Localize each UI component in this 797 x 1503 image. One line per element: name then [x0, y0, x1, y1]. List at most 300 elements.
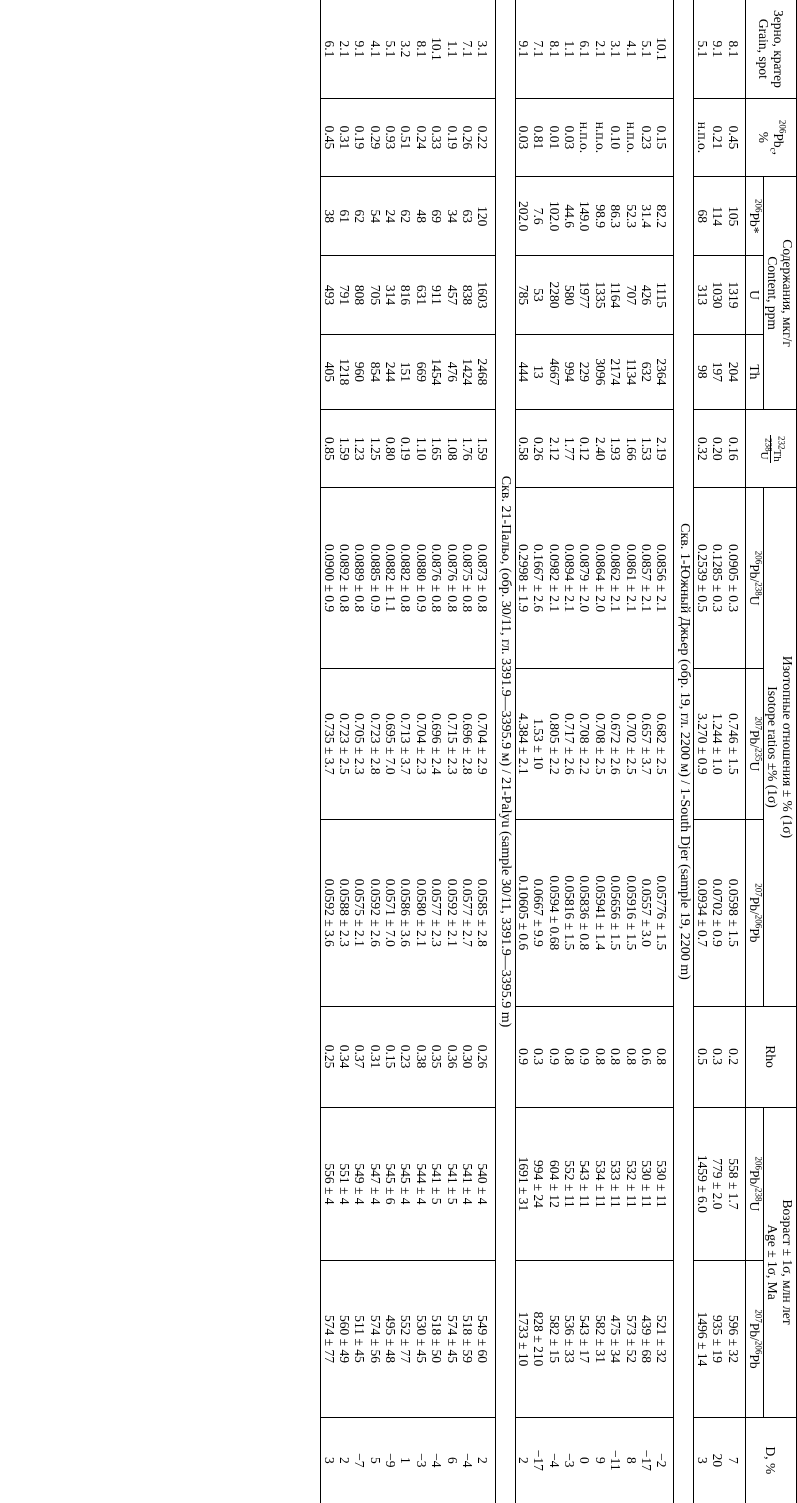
cell-rho: 0.8: [623, 1006, 638, 1107]
cell-pb206-ppm: 52.3: [623, 177, 638, 256]
cell-ratio-207-235: 0.696 ± 2.8: [460, 668, 475, 819]
r3-sup-b: 206: [753, 914, 764, 929]
cell-discordance: 2: [475, 1417, 495, 1503]
cell-pb206-ppm: 7.6: [531, 177, 546, 256]
cell-pbc-percent: 0.33: [429, 98, 444, 176]
cell-u-ppm: 791: [337, 256, 352, 334]
cell-th-ppm: 994: [562, 334, 577, 410]
th-u-fraction: [758, 435, 788, 463]
cell-age-206-238: 545 ± 6: [383, 1107, 398, 1261]
cell-pbc-percent: 0.21: [710, 98, 725, 176]
cell-ratio-207-206: 0.10605 ± 0.6: [515, 820, 531, 1007]
table-row: [710, 0, 725, 1503]
cell-th-u-ratio: 0.32: [694, 410, 710, 488]
cell-rho: 0.38: [414, 1006, 429, 1107]
header-ratio-207-206: [745, 820, 763, 1007]
cell-ratio-206-238: 0.0875 ± 0.8: [460, 488, 475, 668]
cell-age-207-206: 552 ± 77: [398, 1261, 413, 1417]
cell-rho: 0.8: [608, 1006, 623, 1107]
cell-discordance: 20: [710, 1417, 725, 1503]
cell-age-207-206: 475 ± 34: [608, 1261, 623, 1417]
cell-rho: 0.35: [429, 1006, 444, 1107]
cell-age-206-238: 541 ± 4: [460, 1107, 475, 1261]
cell-discordance: 3: [694, 1417, 710, 1503]
cell-age-206-238: 552 ± 11: [562, 1107, 577, 1261]
cell-th-u-ratio: 1.76: [460, 410, 475, 488]
thu-den: U: [758, 451, 771, 460]
cell-ratio-207-235: 0.696 ± 2.4: [429, 668, 444, 819]
cell-grain-spot: 1.1: [444, 40, 460, 58]
pbc-sub: c: [768, 147, 779, 152]
cell-ratio-207-206: 0.0592 ± 2.6: [367, 820, 382, 1007]
a2-sup-b: 206: [753, 1340, 764, 1355]
cell-rho: 0.26: [475, 1006, 495, 1107]
section-header-row: [495, 0, 515, 1503]
cell-age-206-238: 534 ± 11: [593, 1107, 608, 1261]
cell-rho: 0.3: [710, 1006, 725, 1107]
cell-ratio-207-235: 0.702 ± 2.5: [623, 668, 638, 819]
cell-th-u-ratio: 0.58: [515, 410, 531, 488]
cell-pbc-percent: 0.15: [654, 98, 674, 176]
cell-ratio-207-206: 0.0588 ± 2.3: [337, 820, 352, 1007]
cell-age-207-206: 560 ± 49: [337, 1261, 352, 1417]
cell-age-206-238: 545 ± 4: [398, 1107, 413, 1261]
table-row: [460, 0, 475, 1503]
cell-pbc-percent: 0.51: [398, 98, 413, 176]
cell-age-207-206: 518 ± 59: [460, 1261, 475, 1417]
header-rho: Rho: [745, 1006, 796, 1107]
cell-age-207-206: 1733 ± 10: [515, 1261, 531, 1417]
cell-u-ppm: 1335: [593, 256, 608, 334]
cell-age-206-238: 994 ± 24: [531, 1107, 546, 1261]
cell-pb206-ppm: 202.0: [515, 177, 531, 256]
cell-th-ppm: 444: [515, 334, 531, 410]
cell-th-ppm: 1134: [623, 334, 638, 410]
r2-b: U: [746, 761, 762, 772]
content-header-ru: Содержания, мкг/г: [780, 239, 795, 347]
cell-discordance: −3: [414, 1417, 429, 1503]
header-u: U: [745, 256, 763, 334]
cell-pb206-ppm: 61: [337, 177, 352, 256]
cell-rho: 0.3: [531, 1006, 546, 1107]
cell-ratio-207-206: 0.05941 ± 1.4: [593, 820, 608, 1007]
table-body: [321, 0, 745, 1503]
table-row: [608, 0, 623, 1503]
cell-th-u-ratio: 1.08: [444, 410, 459, 488]
header-age-207-206: [745, 1261, 763, 1417]
cell-rho: 0.15: [383, 1006, 398, 1107]
header-pb206: [745, 177, 763, 256]
cell-grain-spot: 3.1: [608, 40, 624, 58]
cell-grain-spot: 8.1: [413, 40, 429, 58]
cell-th-u-ratio: 0.20: [710, 410, 725, 488]
cell-th-ppm: 669: [414, 334, 429, 410]
cell-ratio-206-238: 0.0880 ± 0.9: [414, 488, 429, 668]
table-row: [337, 0, 352, 1503]
cell-pb206-ppm: 54: [367, 177, 382, 256]
pbc-sup: 206: [777, 119, 788, 134]
cell-age-207-206: 582 ± 31: [593, 1261, 608, 1417]
header-grain: [745, 0, 796, 98]
cell-ratio-207-235: 0.708 ± 2.5: [593, 668, 608, 819]
cell-th-ppm: 13: [531, 334, 546, 410]
cell-th-ppm: 2174: [608, 334, 623, 410]
cell-age-206-238: 547 ± 4: [367, 1107, 382, 1261]
cell-rho: 0.8: [654, 1006, 674, 1107]
cell-ratio-207-235: 0.735 ± 3.7: [321, 668, 337, 819]
cell-pbc-percent: 0.19: [444, 98, 459, 176]
cell-u-ppm: 1977: [577, 256, 592, 334]
cell-pbc-percent: 0.93: [383, 98, 398, 176]
pb206-main: Pb*: [746, 212, 762, 234]
table-row: [398, 0, 413, 1503]
cell-u-ppm: 707: [623, 256, 638, 334]
cell-rho: 0.9: [546, 1006, 561, 1107]
cell-th-ppm: 960: [352, 334, 367, 410]
cell-u-ppm: 314: [383, 256, 398, 334]
cell-age-206-238: 1691 ± 31: [515, 1107, 531, 1261]
cell-age-207-206: 495 ± 48: [383, 1261, 398, 1417]
cell-pbc-percent: 0.31: [337, 98, 352, 176]
cell-u-ppm: 1030: [710, 256, 725, 334]
cell-rho: 0.9: [577, 1006, 592, 1107]
cell-grain-spot: 6.1: [321, 0, 337, 98]
cell-ratio-207-206: 0.0598 ± 1.5: [725, 820, 745, 1007]
cell-pb206-ppm: 105: [725, 177, 745, 256]
cell-ratio-207-235: 0.746 ± 1.5: [725, 668, 745, 819]
cell-age-207-206: 828 ± 210: [531, 1261, 546, 1417]
cell-pbc-percent: 0.26: [460, 98, 475, 176]
cell-pb206-ppm: 31.4: [639, 177, 654, 256]
cell-grain-spot: 9.1: [352, 40, 368, 58]
cell-ratio-206-238: 0.0856 ± 2.1: [654, 488, 674, 668]
cell-th-ppm: 854: [367, 334, 382, 410]
cell-ratio-207-235: 0.672 ± 2.6: [608, 668, 623, 819]
cell-pb206-ppm: 82.2: [654, 177, 674, 256]
cell-ratio-207-235: 0.695 ± 7.0: [383, 668, 398, 819]
cell-rho: 0.25: [321, 1006, 337, 1107]
cell-age-207-206: 518 ± 50: [429, 1261, 444, 1417]
cell-ratio-207-206: 0.05916 ± 1.5: [623, 820, 638, 1007]
cell-age-207-206: 574 ± 77: [321, 1261, 337, 1417]
cell-th-u-ratio: 1.59: [475, 410, 495, 488]
cell-ratio-206-238: 0.0900 ± 0.9: [321, 488, 337, 668]
cell-discordance: 0: [577, 1417, 592, 1503]
cell-th-ppm: 244: [383, 334, 398, 410]
cell-u-ppm: 53: [531, 256, 546, 334]
section-label: Скв. 21-Пальо, (обр. 30/11, гл. 3391.9—3395.9 м) / 21-Palyu (sample 30/11, 3391.9—3395.9 m): [495, 0, 515, 1503]
zircon-data-table: [320, 0, 797, 1503]
r1-b: U: [746, 595, 762, 606]
pbc-unit: %: [755, 131, 771, 144]
cell-pb206-ppm: 68: [694, 177, 710, 256]
cell-ratio-207-235: 1.53 ± 10: [531, 668, 546, 819]
cell-ratio-207-235: 0.705 ± 2.3: [352, 668, 367, 819]
table-row: [623, 0, 638, 1503]
cell-th-u-ratio: 0.16: [725, 410, 745, 488]
cell-age-206-238: 556 ± 4: [321, 1107, 337, 1261]
cell-pb206-ppm: 48: [414, 177, 429, 256]
cell-pbc-percent: 0.81: [531, 98, 546, 176]
cell-pb206-ppm: 86.3: [608, 177, 623, 256]
cell-th-ppm: 197: [710, 334, 725, 410]
cell-ratio-206-238: 0.0857 ± 2.1: [639, 488, 654, 668]
cell-age-207-206: 543 ± 17: [577, 1261, 592, 1417]
cell-pb206-ppm: 34: [444, 177, 459, 256]
cell-ratio-206-238: 0.0861 ± 2.1: [623, 488, 638, 668]
table-row: [639, 0, 654, 1503]
cell-ratio-207-206: 0.05836 ± 0.8: [577, 820, 592, 1007]
table-row: [531, 0, 546, 1503]
cell-pbc-percent: 0.23: [639, 98, 654, 176]
cell-ratio-207-206: 0.0577 ± 2.7: [460, 820, 475, 1007]
cell-th-u-ratio: 0.12: [577, 410, 592, 488]
cell-age-206-238: 558 ± 1.7: [725, 1107, 745, 1261]
cell-th-ppm: 98: [694, 334, 710, 410]
cell-rho: 0.30: [460, 1006, 475, 1107]
cell-age-206-238: 530 ± 11: [654, 1107, 674, 1261]
pb206-sup: 206: [753, 198, 764, 213]
cell-u-ppm: 457: [444, 256, 459, 334]
cell-ratio-206-238: 0.1667 ± 2.6: [531, 488, 546, 668]
isotope-header-en: Isotope ratios ±% (1σ): [764, 686, 780, 808]
r2-a: Pb/: [746, 729, 762, 748]
cell-th-u-ratio: 1.93: [608, 410, 623, 488]
cell-ratio-207-235: 0.715 ± 2.3: [444, 668, 459, 819]
cell-th-ppm: 204: [725, 334, 745, 410]
cell-u-ppm: 705: [367, 256, 382, 334]
header-ratio-206-238: [745, 488, 763, 668]
cell-pb206-ppm: 63: [460, 177, 475, 256]
cell-rho: 0.8: [562, 1006, 577, 1107]
cell-rho: 0.2: [725, 1006, 745, 1107]
cell-th-u-ratio: 2.40: [593, 410, 608, 488]
cell-grain-spot: 10.1: [654, 37, 670, 61]
cell-th-u-ratio: 1.66: [623, 410, 638, 488]
isotope-header-ru: Изотопные отношения ± % (1σ): [780, 655, 795, 839]
cell-age-206-238: 549 ± 4: [352, 1107, 367, 1261]
cell-rho: 0.5: [694, 1006, 710, 1107]
table-row: [352, 0, 367, 1503]
cell-ratio-206-238: 0.0894 ± 2.1: [562, 488, 577, 668]
cell-pbc-percent: 0.22: [475, 98, 495, 176]
table-row: [383, 0, 398, 1503]
cell-pbc-percent: 0.19: [352, 98, 367, 176]
cell-rho: 0.37: [352, 1006, 367, 1107]
cell-th-u-ratio: 1.53: [639, 410, 654, 488]
cell-ratio-206-238: 0.0876 ± 0.8: [429, 488, 444, 668]
cell-discordance: −4: [429, 1417, 444, 1503]
cell-pbc-percent: 0.03: [562, 98, 577, 176]
cell-age-206-238: 533 ± 11: [608, 1107, 623, 1261]
cell-u-ppm: 631: [414, 256, 429, 334]
cell-discordance: 1: [398, 1417, 413, 1503]
age-header-en: Age ± 1σ, Ma: [764, 1224, 780, 1300]
cell-ratio-207-235: 0.657 ± 3.7: [639, 668, 654, 819]
cell-grain-spot: 5.1: [694, 40, 710, 58]
cell-ratio-207-206: 0.0577 ± 2.3: [429, 820, 444, 1007]
cell-ratio-207-235: 4.384 ± 2.1: [515, 668, 531, 819]
cell-th-ppm: 1454: [429, 334, 444, 410]
cell-pb206-ppm: 120: [475, 177, 495, 256]
cell-ratio-206-238: 0.0982 ± 2.1: [546, 488, 561, 668]
table-row: [577, 0, 592, 1503]
cell-pbc-percent: 0.24: [414, 98, 429, 176]
r3-b: Pb: [746, 928, 762, 943]
cell-grain-spot: 1.1: [562, 40, 578, 58]
a1-sup-b: 238: [753, 1188, 764, 1202]
cell-grain-spot: 8.1: [546, 40, 562, 58]
header-content: [763, 177, 796, 410]
cell-u-ppm: 785: [515, 256, 531, 334]
cell-age-206-238: 532 ± 11: [623, 1107, 638, 1261]
cell-th-ppm: 1424: [460, 334, 475, 410]
cell-pb206-ppm: 62: [352, 177, 367, 256]
cell-pbc-percent: н.п.о.: [593, 98, 608, 176]
cell-age-206-238: 604 ± 12: [546, 1107, 561, 1261]
cell-age-207-206: 573 ± 52: [623, 1261, 638, 1417]
cell-ratio-206-238: 0.0889 ± 0.8: [352, 488, 367, 668]
a1-sup-a: 206: [753, 1156, 764, 1171]
cell-discordance: 8: [623, 1417, 638, 1503]
r3-a: Pb/: [746, 896, 762, 915]
table-row: [725, 0, 745, 1503]
cell-u-ppm: 580: [562, 256, 577, 334]
cell-age-207-206: 439 ± 68: [639, 1261, 654, 1417]
cell-ratio-207-235: 0.805 ± 2.2: [546, 668, 561, 819]
cell-th-ppm: 2364: [654, 334, 674, 410]
cell-ratio-206-238: 0.0905 ± 0.3: [725, 488, 745, 668]
cell-ratio-206-238: 0.0885 ± 0.9: [367, 488, 382, 668]
content-header-en: Content, ppm: [764, 256, 780, 330]
cell-discordance: −4: [460, 1417, 475, 1503]
cell-ratio-207-235: 0.704 ± 2.3: [414, 668, 429, 819]
cell-age-206-238: 779 ± 2.0: [710, 1107, 725, 1261]
header-pbc: $^{206}Pb_c$, %: [745, 98, 796, 176]
cell-th-ppm: 2468: [475, 334, 495, 410]
cell-discordance: 6: [444, 1417, 459, 1503]
cell-discordance: −7: [352, 1417, 367, 1503]
cell-ratio-206-238: 0.0892 ± 0.8: [337, 488, 352, 668]
cell-ratio-206-238: 0.0862 ± 2.1: [608, 488, 623, 668]
cell-u-ppm: 493: [321, 256, 337, 334]
cell-pbc-percent: н.п.о.: [694, 98, 710, 176]
cell-ratio-207-206: 0.0592 ± 3.6: [321, 820, 337, 1007]
r1-sup-a: 206: [753, 550, 764, 565]
table-row: [429, 0, 444, 1503]
r1-a: Pb/: [746, 564, 762, 583]
cell-pb206-ppm: 38: [321, 177, 337, 256]
cell-th-u-ratio: 1.23: [352, 410, 367, 488]
cell-grain-spot: 5.1: [638, 40, 654, 58]
cell-discordance: 2: [515, 1417, 531, 1503]
cell-ratio-206-238: 0.0882 ± 1.1: [383, 488, 398, 668]
cell-th-ppm: 3096: [593, 334, 608, 410]
cell-ratio-207-235: 1.244 ± 1.0: [710, 668, 725, 819]
cell-age-207-206: 574 ± 56: [367, 1261, 382, 1417]
cell-th-ppm: 476: [444, 334, 459, 410]
cell-ratio-206-238: 0.0864 ± 2.0: [593, 488, 608, 668]
section-label: Скв. 1-Южный Джьер (обр. 19, гл. 2200 м) / 1-South Djer (sample 19, 2200 m): [674, 0, 694, 1503]
cell-th-u-ratio: 1.77: [562, 410, 577, 488]
thu-den-sup: 238: [764, 438, 774, 452]
cell-ratio-207-235: 0.713 ± 3.7: [398, 668, 413, 819]
cell-grain-spot: 7.1: [531, 40, 547, 58]
cell-grain-spot: 8.1: [725, 40, 741, 58]
cell-age-207-206: 596 ± 32: [725, 1261, 745, 1417]
a1-b: U: [746, 1201, 762, 1212]
cell-discordance: 7: [725, 1417, 745, 1503]
cell-age-207-206: 549 ± 60: [475, 1261, 495, 1417]
cell-ratio-207-206: 0.0702 ± 0.9: [710, 820, 725, 1007]
cell-age-206-238: 551 ± 4: [337, 1107, 352, 1261]
cell-pb206-ppm: 102.0: [546, 177, 561, 256]
cell-u-ppm: 838: [460, 256, 475, 334]
cell-th-ppm: 151: [398, 334, 413, 410]
cell-rho: 0.23: [398, 1006, 413, 1107]
cell-th-u-ratio: 1.10: [414, 410, 429, 488]
cell-age-207-206: 521 ± 32: [654, 1261, 674, 1417]
cell-pb206-ppm: 24: [383, 177, 398, 256]
cell-age-206-238: 541 ± 5: [444, 1107, 459, 1261]
pbc-main: Pb: [770, 133, 786, 148]
cell-pbc-percent: 0.10: [608, 98, 623, 176]
cell-age-206-238: 543 ± 11: [577, 1107, 592, 1261]
cell-discordance: −17: [639, 1417, 654, 1503]
cell-pbc-percent: 0.45: [725, 98, 745, 176]
cell-discordance: −2: [654, 1417, 674, 1503]
cell-discordance: −17: [531, 1417, 546, 1503]
cell-u-ppm: 816: [398, 256, 413, 334]
cell-ratio-207-235: 0.682 ± 2.5: [654, 668, 674, 819]
cell-pbc-percent: н.п.о.: [623, 98, 638, 176]
thu-num: Th: [771, 449, 784, 462]
r1-sup-b: 238: [753, 582, 764, 596]
cell-ratio-207-206: 0.0585 ± 2.8: [475, 820, 495, 1007]
cell-pbc-percent: 0.01: [546, 98, 561, 176]
cell-grain-spot: 3.1: [475, 40, 491, 58]
cell-pb206-ppm: 44.6: [562, 177, 577, 256]
cell-th-u-ratio: 2.12: [546, 410, 561, 488]
cell-ratio-207-206: 0.0586 ± 3.6: [398, 820, 413, 1007]
cell-ratio-207-206: 0.05776 ± 1.5: [654, 820, 674, 1007]
cell-ratio-207-206: 0.0934 ± 0.7: [694, 820, 710, 1007]
cell-pb206-ppm: 114: [710, 177, 725, 256]
cell-ratio-207-235: 0.704 ± 2.9: [475, 668, 495, 819]
grain-header-en: Grain, spot: [755, 18, 771, 79]
cell-th-ppm: 405: [321, 334, 337, 410]
a2-a: Pb/: [746, 1322, 762, 1341]
cell-grain-spot: 5.1: [383, 40, 399, 58]
cell-grain-spot: 4.1: [623, 40, 639, 58]
cell-pb206-ppm: 69: [429, 177, 444, 256]
r2-sup-a: 207: [753, 716, 764, 730]
cell-th-u-ratio: 0.19: [398, 410, 413, 488]
cell-pb206-ppm: 149.0: [577, 177, 592, 256]
header-age: [763, 1107, 796, 1417]
cell-ratio-206-238: 0.0879 ± 2.0: [577, 488, 592, 668]
a1-a: Pb/: [746, 1170, 762, 1189]
cell-rho: 0.36: [444, 1006, 459, 1107]
cell-u-ppm: 1603: [475, 256, 495, 334]
cell-ratio-206-238: 0.1285 ± 0.3: [710, 488, 725, 668]
grain-header-ru: Зерно, кратер: [771, 10, 787, 88]
cell-ratio-207-206: 0.0571 ± 7.0: [383, 820, 398, 1007]
cell-rho: 0.9: [515, 1006, 531, 1107]
cell-age-207-206: 530 ± 45: [414, 1261, 429, 1417]
cell-u-ppm: 911: [429, 256, 444, 334]
cell-age-207-206: 511 ± 45: [352, 1261, 367, 1417]
